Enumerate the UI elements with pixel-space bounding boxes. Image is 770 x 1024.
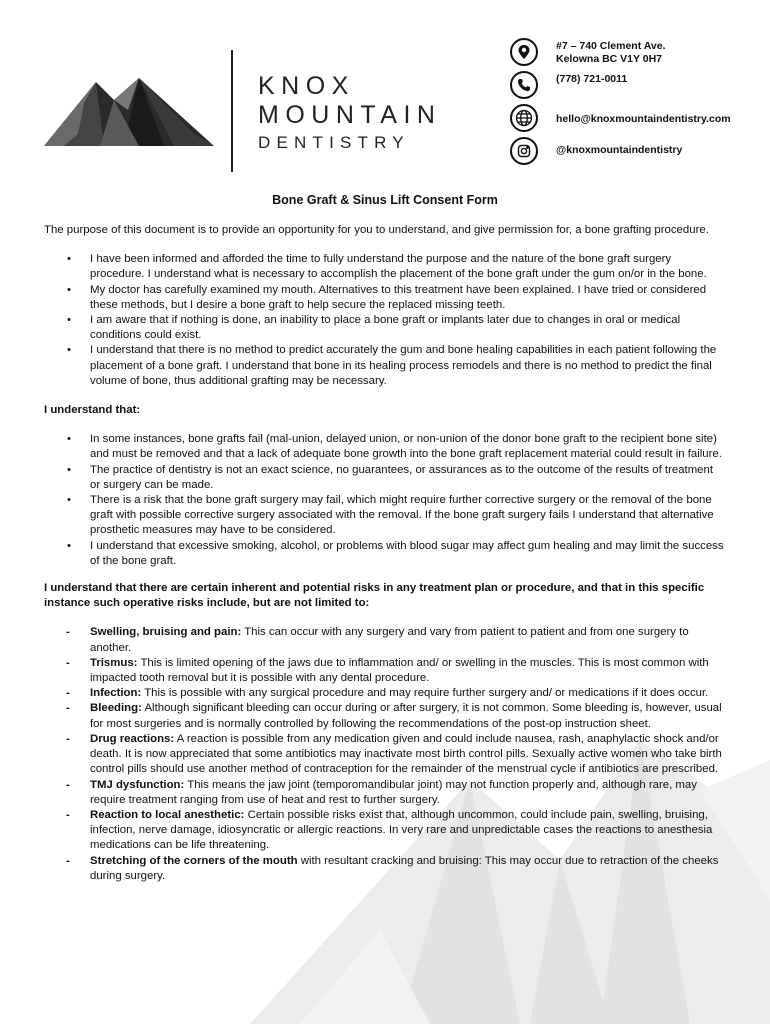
phone-number: (778) 721-0011 <box>556 73 628 85</box>
risk-term: Reaction to local anesthetic: <box>90 808 245 821</box>
logo-divider <box>231 50 233 172</box>
understand-bullet-list <box>44 432 724 569</box>
risk-text: This is possible with any surgical procedure and may require further surgery and/ or medications if it does occur. <box>141 687 709 700</box>
risk-term: Drug reactions: <box>90 732 175 745</box>
risk-item <box>44 808 724 854</box>
list-item: • There is a risk that the bone graft surgery may fail, which might require further corrective surgery or the removal of the bone graft with possible corrective surgery associated with the removal. If the bone graft surgery fails I understand that alternative prosthetic measures may have to be considered. <box>44 493 724 539</box>
contact-info <box>510 38 760 170</box>
first-bullet-list <box>44 252 724 389</box>
risk-text: with resultant cracking and bruising: This may occur due to retraction of the cheeks during surgery. <box>90 854 719 882</box>
list-item: • The practice of dentistry is not an exact science, no guarantees, or assurances as to the outcome of the results of treatment or surgery can be made. <box>44 463 724 493</box>
contact-instagram <box>510 137 760 169</box>
list-item: • I understand that excessive smoking, alcohol, or problems with blood sugar may affect gum healing and may limit the success of the bone graft. <box>44 539 724 569</box>
risk-term: Stretching of the corners of the mouth <box>90 854 298 867</box>
document-title: Bone Graft & Sinus Lift Consent Form <box>272 193 498 207</box>
risk-item <box>44 701 724 731</box>
risks-list <box>44 625 724 883</box>
list-item: • I understand that there is no method to predict accurately the gum and bone healing capabilities in each patient following the placement of a bone graft. I understand that bone in its healing process remodels and there is no method to predict the final volume of bone, thus additional grafting may be necessary. <box>44 343 724 389</box>
document-body <box>44 223 724 884</box>
phone-icon <box>510 71 538 99</box>
list-item: • I have been informed and afforded the time to fully understand the purpose and the nature of the bone graft surgery procedure. I understand what is necessary to accomplish the placement of the bone graft under the gum on/or in the bone. <box>44 252 724 282</box>
address-line1: #7 – 740 Clement Ave. <box>556 40 666 52</box>
risk-item <box>44 625 724 655</box>
list-item: • I am aware that if nothing is done, an inability to place a bone graft or implants later due to changes in oral or medical conditions could exist. <box>44 313 724 343</box>
brand-line-mountain: MOUNTAIN <box>258 101 442 129</box>
instagram-handle: @knoxmountaindentistry <box>556 144 683 156</box>
risk-text: Certain possible risks exist that, although uncommon, could include pain, swelling, bruising, infection, nerve damage, idiosyncratic or allergic reactions. In very rare and unpredictable cases the reactions to anesthesia medications can be life threatening. <box>90 808 713 852</box>
mountain-logo-icon <box>44 74 214 150</box>
globe-icon <box>510 104 538 132</box>
risk-text: This means the jaw joint (temporomandibular joint) may not function properly and, although rare, may require treatment ranging from use of heat and rest to further surgery. <box>90 778 697 806</box>
brand-line-dentistry: DENTISTRY <box>258 133 410 152</box>
risk-term: TMJ dysfunction: <box>90 778 185 791</box>
risk-term: Infection: <box>90 687 142 700</box>
risk-text: Although significant bleeding can occur during or after surgery, it is not common. Some bleeding is, however, usual for most surgeries and is normally controlled by following the recommendations of the post-op instruction sheet. <box>90 702 722 730</box>
location-pin-icon <box>510 38 538 66</box>
risks-heading: I understand that there are certain inherent and potential risks in any treatment plan or procedure, and that in this specific instance such operative risks include, but are not limited to: <box>44 582 705 610</box>
intro-paragraph: The purpose of this document is to provide an opportunity for you to understand, and give permission for, a bone grafting procedure. <box>44 224 709 236</box>
contact-phone <box>510 71 760 103</box>
list-item: • In some instances, bone grafts fail (mal-union, delayed union, or non-union of the donor bone graft to the recipient bone site) and must be removed and that a lack of adequate bone growth into the bone graft replacement material could result in failure. <box>44 432 724 462</box>
contact-address <box>510 38 760 70</box>
risk-item <box>44 732 724 778</box>
risk-item <box>44 656 724 686</box>
risk-item <box>44 686 724 701</box>
risk-term: Bleeding: <box>90 702 142 715</box>
email-address: hello@knoxmountaindentistry.com <box>556 113 731 125</box>
risk-text: This can occur with any surgery and vary from patient to patient and from one surgery to another. <box>90 626 689 654</box>
instagram-icon <box>510 137 538 165</box>
risk-text: This is limited opening of the jaws due to inflammation and/ or swelling in the muscles. This is most common with impacted tooth removal but it is possible with any dental procedure. <box>90 656 709 685</box>
risk-item <box>44 854 724 884</box>
brand-line-knox: KNOX <box>258 72 355 100</box>
risk-item <box>44 778 724 808</box>
list-item: • My doctor has carefully examined my mouth. Alternatives to this treatment have been explained. I have tried or considered these methods, but I desire a bone graft to help secure the replaced missing teeth. <box>44 283 724 313</box>
address-line2: Kelowna BC V1Y 0H7 <box>556 53 663 65</box>
understand-heading: I understand that: <box>44 404 141 417</box>
risk-term: Trismus: <box>90 656 138 669</box>
risk-text: A reaction is possible from any medication given and could include nausea, rash, anaphylactic shock and/or death. It is now appreciated that some antibiotics may inactivate most birth control pills. Sexually active women who take birth control pills should use another method of contraception for the remainder of the menstrual cycle if antibiotics are prescribed. <box>90 732 722 776</box>
risk-term: Swelling, bruising and pain: <box>90 626 242 639</box>
brand-wordmark <box>258 72 441 154</box>
contact-email <box>510 104 760 136</box>
